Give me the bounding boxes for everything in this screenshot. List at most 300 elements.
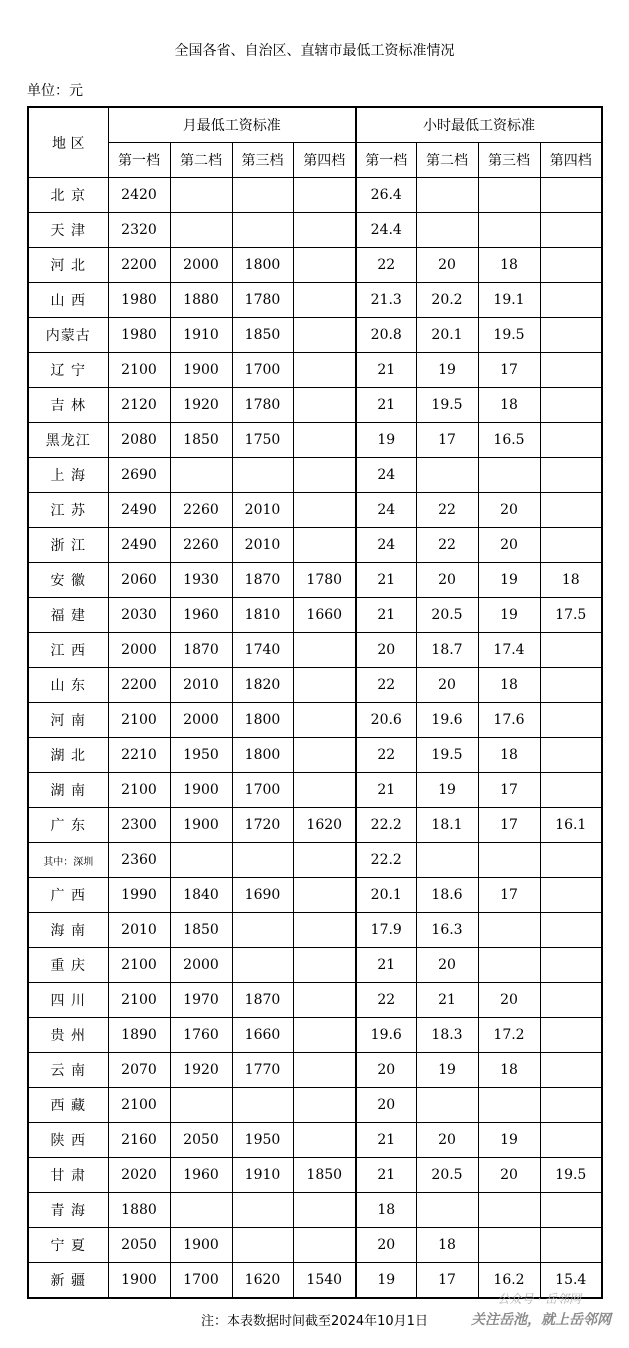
hourly-wage-cell: 19.6 [416, 703, 478, 738]
hourly-wage-cell [540, 703, 602, 738]
hourly-wage-cell: 18.1 [416, 808, 478, 843]
footnote: 注：本表数据时间截至2024年10月1日 [201, 1314, 428, 1329]
hourly-wage-cell [540, 1123, 602, 1158]
hourly-wage-cell: 20.8 [356, 318, 416, 353]
monthly-wage-cell [293, 983, 356, 1018]
monthly-wage-cell: 1780 [232, 283, 293, 318]
hourly-wage-cell: 20 [356, 1053, 416, 1088]
monthly-wage-cell: 2000 [108, 633, 170, 668]
monthly-wage-cell: 1850 [232, 318, 293, 353]
region-cell: 西 藏 [28, 1088, 108, 1123]
hourly-wage-cell [540, 1088, 602, 1123]
hourly-wage-cell: 19.5 [540, 1158, 602, 1193]
hourly-wage-cell: 19 [416, 1053, 478, 1088]
hourly-wage-cell: 18.3 [416, 1018, 478, 1053]
region-cell: 广 东 [28, 808, 108, 843]
hourly-wage-cell: 18 [416, 1228, 478, 1263]
hourly-wage-cell: 22 [416, 493, 478, 528]
monthly-wage-cell: 1990 [108, 878, 170, 913]
monthly-wage-cell [293, 458, 356, 493]
hourly-wage-cell: 21 [356, 948, 416, 983]
monthly-wage-cell [293, 1123, 356, 1158]
hourly-wage-cell [478, 213, 540, 248]
hourly-wage-cell: 19.5 [478, 318, 540, 353]
hourly-wage-cell: 17 [478, 878, 540, 913]
monthly-wage-cell [293, 178, 356, 213]
hourly-wage-cell [478, 1228, 540, 1263]
hourly-wage-cell [416, 213, 478, 248]
monthly-wage-cell: 1890 [108, 1018, 170, 1053]
hourly-wage-cell [540, 983, 602, 1018]
hourly-wage-cell: 19.6 [356, 1018, 416, 1053]
monthly-wage-cell [232, 178, 293, 213]
tier-header: 第一档 [356, 143, 416, 178]
monthly-wage-cell [293, 493, 356, 528]
hourly-wage-cell: 17 [416, 423, 478, 458]
region-cell: 辽 宁 [28, 353, 108, 388]
monthly-wage-cell [232, 1088, 293, 1123]
tier-header: 第二档 [170, 143, 232, 178]
monthly-wage-cell: 1800 [232, 248, 293, 283]
table-row [28, 493, 602, 528]
monthly-wage-cell: 2020 [108, 1158, 170, 1193]
monthly-wage-cell: 1880 [108, 1193, 170, 1228]
region-cell: 云 南 [28, 1053, 108, 1088]
hourly-wage-cell: 19 [356, 1263, 416, 1299]
monthly-wage-cell: 2060 [108, 563, 170, 598]
monthly-wage-cell: 1960 [170, 1158, 232, 1193]
hourly-wage-cell [540, 1193, 602, 1228]
monthly-wage-cell: 2200 [108, 248, 170, 283]
monthly-wage-cell: 2320 [108, 213, 170, 248]
monthly-wage-cell: 1980 [108, 318, 170, 353]
hourly-wage-cell [540, 528, 602, 563]
hourly-wage-cell [540, 458, 602, 493]
monthly-wage-cell: 1720 [232, 808, 293, 843]
hourly-wage-cell [540, 213, 602, 248]
monthly-wage-cell [293, 633, 356, 668]
document-title: 全国各省、自治区、直辖市最低工资标准情况 [174, 43, 455, 59]
region-cell: 重 庆 [28, 948, 108, 983]
region-cell: 江 西 [28, 633, 108, 668]
hourly-wage-cell [478, 1193, 540, 1228]
monthly-wage-cell: 1900 [170, 773, 232, 808]
monthly-wage-cell [232, 1193, 293, 1228]
hourly-wage-cell: 19 [478, 1123, 540, 1158]
hourly-wage-cell: 19 [356, 423, 416, 458]
table-row [28, 353, 602, 388]
monthly-wage-cell: 2360 [108, 843, 170, 878]
monthly-wage-cell [232, 458, 293, 493]
hourly-wage-cell: 20.5 [416, 1158, 478, 1193]
unit-label: 单位：元 [27, 83, 83, 99]
hourly-wage-cell: 19 [478, 563, 540, 598]
table-row [28, 213, 602, 248]
region-cell: 四 川 [28, 983, 108, 1018]
region-cell: 安 徽 [28, 563, 108, 598]
monthly-wage-cell: 2260 [170, 528, 232, 563]
monthly-wage-cell: 1910 [232, 1158, 293, 1193]
monthly-wage-cell: 1900 [170, 353, 232, 388]
monthly-wage-cell [170, 1193, 232, 1228]
monthly-wage-cell: 1910 [170, 318, 232, 353]
hourly-wage-cell [416, 458, 478, 493]
hourly-wage-cell [416, 1088, 478, 1123]
hourly-wage-cell: 20 [416, 563, 478, 598]
monthly-wage-cell: 2070 [108, 1053, 170, 1088]
monthly-wage-cell: 1800 [232, 738, 293, 773]
hourly-wage-cell [540, 1053, 602, 1088]
table-row [28, 948, 602, 983]
header-row-2 [28, 143, 602, 178]
table-row [28, 738, 602, 773]
monthly-wage-cell: 1870 [232, 983, 293, 1018]
monthly-wage-cell: 1960 [170, 598, 232, 633]
region-cell: 浙 江 [28, 528, 108, 563]
monthly-wage-cell [232, 843, 293, 878]
region-header: 地 区 [28, 107, 108, 178]
region-cell: 青 海 [28, 1193, 108, 1228]
hourly-wage-cell: 20 [478, 528, 540, 563]
hourly-wage-cell [540, 248, 602, 283]
monthly-wage-cell: 2000 [170, 948, 232, 983]
table-row [28, 878, 602, 913]
table-row [28, 1053, 602, 1088]
hourly-wage-cell: 17.5 [540, 598, 602, 633]
monthly-wage-cell: 1780 [232, 388, 293, 423]
monthly-wage-cell: 1800 [232, 703, 293, 738]
monthly-wage-cell [293, 948, 356, 983]
hourly-wage-cell: 24 [356, 493, 416, 528]
monthly-wage-cell: 2010 [108, 913, 170, 948]
monthly-wage-cell: 1620 [232, 1263, 293, 1299]
table-row [28, 178, 602, 213]
monthly-wage-cell: 1930 [170, 563, 232, 598]
monthly-wage-cell: 1760 [170, 1018, 232, 1053]
hourly-wage-cell: 17.2 [478, 1018, 540, 1053]
hourly-wage-cell: 18 [540, 563, 602, 598]
monthly-wage-cell [293, 248, 356, 283]
region-cell: 甘 肃 [28, 1158, 108, 1193]
hourly-wage-cell: 19 [416, 773, 478, 808]
hourly-wage-cell [478, 458, 540, 493]
tier-header: 第一档 [108, 143, 170, 178]
monthly-wage-cell [293, 1193, 356, 1228]
hourly-wage-cell [416, 178, 478, 213]
monthly-wage-cell [232, 1228, 293, 1263]
tier-header: 第四档 [540, 143, 602, 178]
monthly-wage-cell: 1660 [232, 1018, 293, 1053]
table-body [28, 178, 602, 1299]
region-cell: 新 疆 [28, 1263, 108, 1299]
hourly-wage-cell: 22 [356, 983, 416, 1018]
monthly-wage-cell: 1900 [170, 808, 232, 843]
hourly-wage-cell [416, 843, 478, 878]
monthly-wage-cell [293, 703, 356, 738]
monthly-wage-cell: 2000 [170, 248, 232, 283]
hourly-wage-cell: 24 [356, 528, 416, 563]
monthly-wage-cell [293, 913, 356, 948]
hourly-wage-cell: 17.9 [356, 913, 416, 948]
hourly-wage-cell [540, 388, 602, 423]
table-row [28, 808, 602, 843]
region-cell: 内蒙古 [28, 318, 108, 353]
hourly-wage-cell: 20 [416, 248, 478, 283]
monthly-wage-cell [170, 458, 232, 493]
monthly-wage-cell [293, 1018, 356, 1053]
hourly-wage-cell [540, 1018, 602, 1053]
hourly-wage-cell [540, 178, 602, 213]
hourly-wage-cell: 19.5 [416, 388, 478, 423]
monthly-wage-cell [232, 913, 293, 948]
monthly-wage-cell [170, 178, 232, 213]
hourly-wage-cell: 17 [416, 1263, 478, 1299]
region-cell: 湖 南 [28, 773, 108, 808]
monthly-wage-cell: 1900 [170, 1228, 232, 1263]
monthly-wage-cell: 2690 [108, 458, 170, 493]
monthly-wage-cell: 1870 [232, 563, 293, 598]
table-row [28, 458, 602, 493]
hourly-wage-cell: 21 [356, 353, 416, 388]
region-cell: 河 北 [28, 248, 108, 283]
monthly-wage-cell: 1950 [232, 1123, 293, 1158]
region-cell: 山 东 [28, 668, 108, 703]
region-cell: 北 京 [28, 178, 108, 213]
table-row [28, 843, 602, 878]
monthly-wage-cell [293, 843, 356, 878]
table-row [28, 1123, 602, 1158]
hourly-wage-cell: 21.3 [356, 283, 416, 318]
hourly-wage-cell [478, 948, 540, 983]
monthly-wage-cell: 1820 [232, 668, 293, 703]
hourly-wage-cell [540, 668, 602, 703]
monthly-wage-cell: 2100 [108, 948, 170, 983]
monthly-wage-cell [170, 1088, 232, 1123]
monthly-wage-cell: 1980 [108, 283, 170, 318]
hourly-wage-cell: 16.2 [478, 1263, 540, 1299]
hourly-wage-cell: 19 [416, 353, 478, 388]
hourly-wage-cell: 20.1 [356, 878, 416, 913]
region-cell: 福 建 [28, 598, 108, 633]
region-cell: 广 西 [28, 878, 108, 913]
monthly-wage-cell [293, 668, 356, 703]
table-row [28, 668, 602, 703]
tier-header: 第三档 [478, 143, 540, 178]
hourly-wage-cell: 18.6 [416, 878, 478, 913]
monthly-wage-cell: 1920 [170, 388, 232, 423]
hourly-wage-cell: 17 [478, 353, 540, 388]
table-row [28, 248, 602, 283]
monthly-wage-cell: 2490 [108, 493, 170, 528]
hourly-wage-cell: 22 [356, 668, 416, 703]
hourly-wage-cell: 26.4 [356, 178, 416, 213]
hourly-wage-cell: 20 [416, 1123, 478, 1158]
hourly-wage-cell: 20.6 [356, 703, 416, 738]
region-cell: 黑龙江 [28, 423, 108, 458]
hourly-wage-cell: 21 [356, 1123, 416, 1158]
table-row [28, 913, 602, 948]
monthly-wage-cell [293, 213, 356, 248]
hourly-wage-cell: 19.1 [478, 283, 540, 318]
hourly-wage-cell: 21 [356, 1158, 416, 1193]
table-row [28, 1193, 602, 1228]
monthly-wage-cell [293, 353, 356, 388]
hourly-wage-cell: 16.5 [478, 423, 540, 458]
hourly-wage-cell: 22 [356, 248, 416, 283]
hourly-wage-cell [540, 948, 602, 983]
hourly-wage-cell: 20 [356, 1088, 416, 1123]
hourly-wage-cell: 19 [478, 598, 540, 633]
table-row [28, 318, 602, 353]
table-row [28, 1228, 602, 1263]
hourly-wage-cell: 22 [416, 528, 478, 563]
monthly-wage-cell [293, 528, 356, 563]
monthly-wage-cell: 1900 [108, 1263, 170, 1299]
hourly-wage-cell: 20.2 [416, 283, 478, 318]
hourly-wage-cell: 22.2 [356, 808, 416, 843]
monthly-wage-cell [293, 318, 356, 353]
table-row [28, 633, 602, 668]
hourly-wage-cell [540, 843, 602, 878]
monthly-wage-cell: 1660 [293, 598, 356, 633]
hourly-wage-cell: 16.3 [416, 913, 478, 948]
hourly-wage-cell [478, 843, 540, 878]
monthly-wage-cell: 2100 [108, 983, 170, 1018]
monthly-wage-cell: 2160 [108, 1123, 170, 1158]
hourly-wage-cell: 20 [478, 983, 540, 1018]
region-cell: 天 津 [28, 213, 108, 248]
hourly-wage-cell: 20 [416, 948, 478, 983]
hourly-wage-cell: 20 [416, 668, 478, 703]
tier-header: 第三档 [232, 143, 293, 178]
monthly-wage-cell: 1770 [232, 1053, 293, 1088]
hourly-wage-cell [416, 1193, 478, 1228]
monthly-wage-cell: 2010 [232, 528, 293, 563]
hourly-wage-cell: 18 [356, 1193, 416, 1228]
monthly-wage-cell: 1690 [232, 878, 293, 913]
hourly-wage-cell: 24.4 [356, 213, 416, 248]
hourly-wage-cell: 20 [478, 1158, 540, 1193]
monthly-wage-cell: 2420 [108, 178, 170, 213]
monthly-wage-cell: 1870 [170, 633, 232, 668]
monthly-wage-cell: 1970 [170, 983, 232, 1018]
monthly-wage-cell [232, 948, 293, 983]
monthly-wage-cell: 1750 [232, 423, 293, 458]
monthly-wage-cell: 1700 [232, 353, 293, 388]
monthly-wage-cell: 1850 [170, 913, 232, 948]
monthly-wage-cell: 1850 [293, 1158, 356, 1193]
monthly-wage-cell: 1700 [232, 773, 293, 808]
monthly-header: 月最低工资标准 [108, 107, 356, 143]
hourly-wage-cell: 15.4 [540, 1263, 602, 1299]
monthly-wage-cell [293, 283, 356, 318]
hourly-wage-cell: 20.5 [416, 598, 478, 633]
hourly-wage-cell: 21 [356, 388, 416, 423]
monthly-wage-cell: 2260 [170, 493, 232, 528]
monthly-wage-cell: 2490 [108, 528, 170, 563]
header-row-1 [28, 107, 602, 143]
hourly-wage-cell: 17 [478, 773, 540, 808]
hourly-wage-cell [540, 878, 602, 913]
monthly-wage-cell: 2050 [108, 1228, 170, 1263]
monthly-wage-cell: 1620 [293, 808, 356, 843]
hourly-wage-cell: 18 [478, 248, 540, 283]
tier-header: 第二档 [416, 143, 478, 178]
region-cell: 贵 州 [28, 1018, 108, 1053]
hourly-header: 小时最低工资标准 [356, 107, 602, 143]
hourly-wage-cell: 19.5 [416, 738, 478, 773]
hourly-wage-cell: 18 [478, 1053, 540, 1088]
monthly-wage-cell: 2100 [108, 353, 170, 388]
monthly-wage-cell: 2300 [108, 808, 170, 843]
hourly-wage-cell: 21 [356, 773, 416, 808]
hourly-wage-cell [540, 773, 602, 808]
table-row [28, 598, 602, 633]
table-row [28, 388, 602, 423]
watermark-line-2: 关注岳池，就上岳邻网 [471, 1312, 611, 1328]
region-cell: 山 西 [28, 283, 108, 318]
region-cell: 陕 西 [28, 1123, 108, 1158]
hourly-wage-cell [540, 423, 602, 458]
hourly-wage-cell: 20 [478, 493, 540, 528]
hourly-wage-cell [540, 913, 602, 948]
hourly-wage-cell: 17 [478, 808, 540, 843]
tier-header: 第四档 [293, 143, 356, 178]
hourly-wage-cell: 18 [478, 668, 540, 703]
monthly-wage-cell: 2010 [170, 668, 232, 703]
monthly-wage-cell: 1920 [170, 1053, 232, 1088]
monthly-wage-cell: 2050 [170, 1123, 232, 1158]
hourly-wage-cell: 21 [416, 983, 478, 1018]
region-cell: 江 苏 [28, 493, 108, 528]
region-cell: 河 南 [28, 703, 108, 738]
hourly-wage-cell [540, 633, 602, 668]
region-cell: 宁 夏 [28, 1228, 108, 1263]
monthly-wage-cell: 1810 [232, 598, 293, 633]
region-cell: 海 南 [28, 913, 108, 948]
hourly-wage-cell: 20.1 [416, 318, 478, 353]
hourly-wage-cell: 18 [478, 738, 540, 773]
table-row [28, 423, 602, 458]
monthly-wage-cell: 1880 [170, 283, 232, 318]
monthly-wage-cell: 2030 [108, 598, 170, 633]
watermark-line-1: 公众号 · 岳邻网 [497, 1292, 581, 1306]
hourly-wage-cell: 21 [356, 598, 416, 633]
hourly-wage-cell [478, 178, 540, 213]
hourly-wage-cell [540, 493, 602, 528]
monthly-wage-cell: 1540 [293, 1263, 356, 1299]
hourly-wage-cell: 18 [478, 388, 540, 423]
monthly-wage-cell: 2010 [232, 493, 293, 528]
hourly-wage-cell: 21 [356, 563, 416, 598]
monthly-wage-cell [293, 738, 356, 773]
hourly-wage-cell: 17.6 [478, 703, 540, 738]
monthly-wage-cell: 2000 [170, 703, 232, 738]
hourly-wage-cell: 24 [356, 458, 416, 493]
monthly-wage-cell: 1840 [170, 878, 232, 913]
monthly-wage-cell [293, 878, 356, 913]
table-row [28, 983, 602, 1018]
hourly-wage-cell: 22.2 [356, 843, 416, 878]
monthly-wage-cell [293, 773, 356, 808]
hourly-wage-cell [540, 318, 602, 353]
hourly-wage-cell: 20 [356, 633, 416, 668]
monthly-wage-cell [293, 423, 356, 458]
hourly-wage-cell [478, 1088, 540, 1123]
monthly-wage-cell [293, 388, 356, 423]
hourly-wage-cell [540, 1228, 602, 1263]
monthly-wage-cell [170, 213, 232, 248]
